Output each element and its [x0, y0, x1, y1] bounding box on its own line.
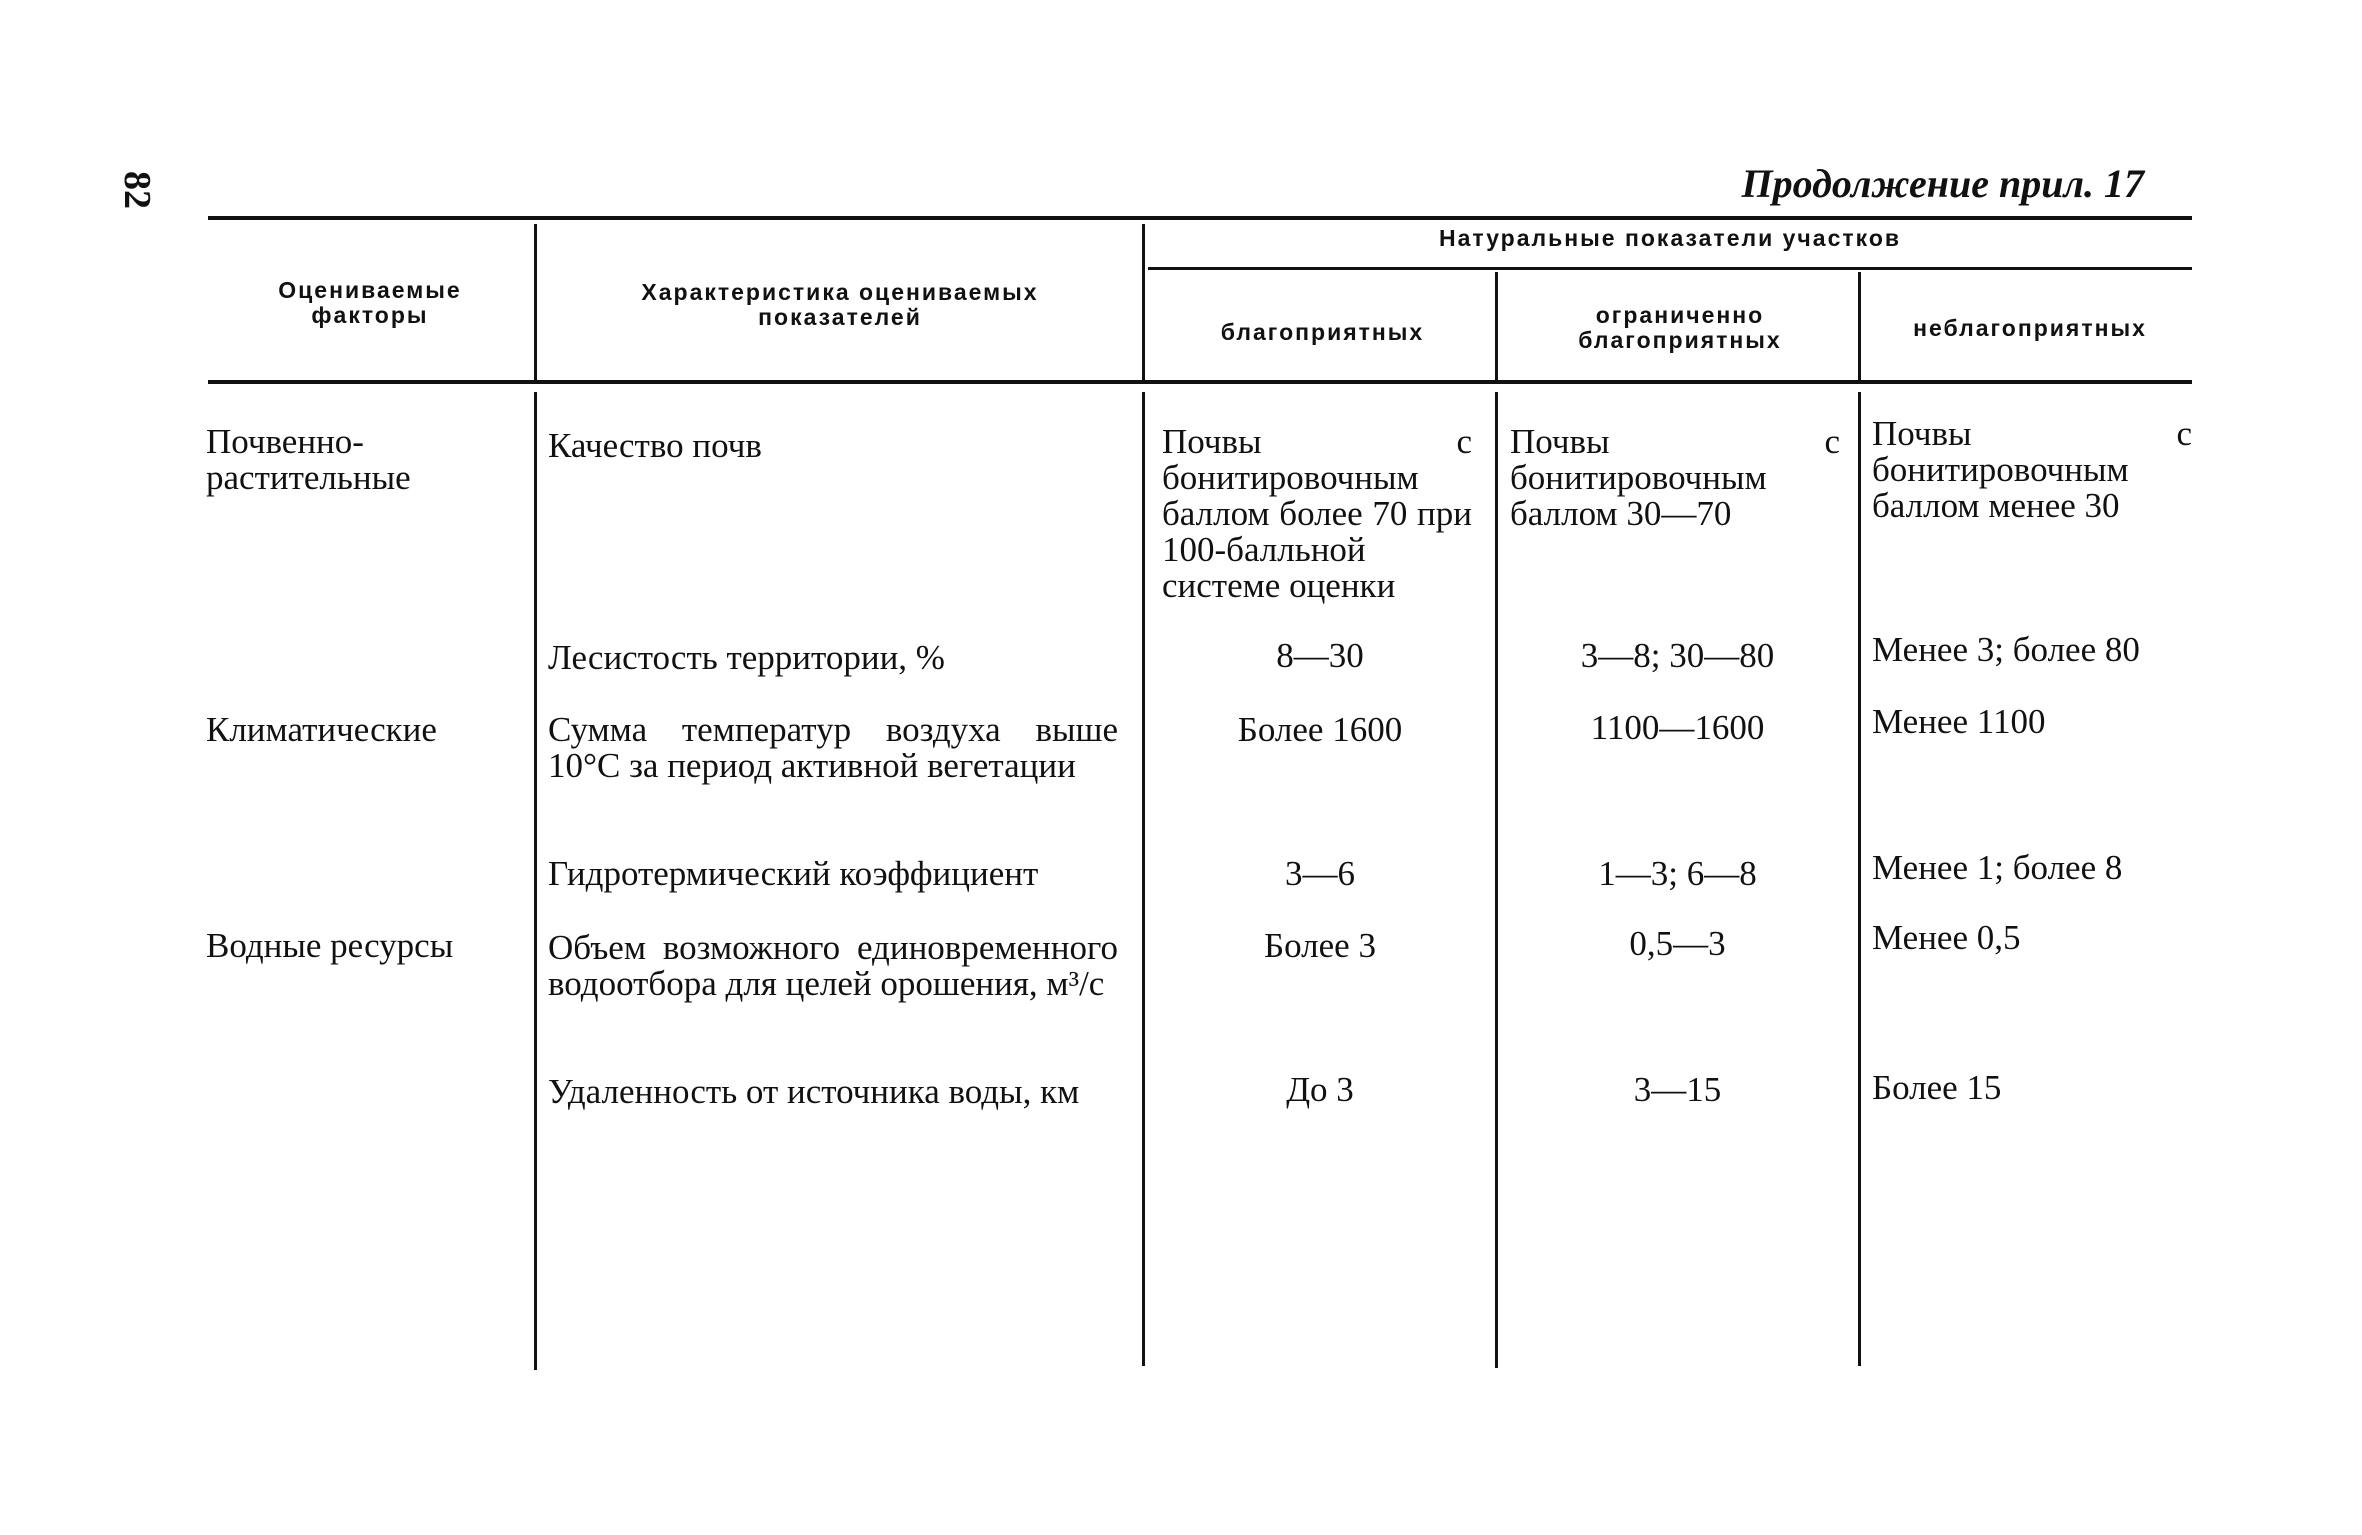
continuation-title: Продолжение прил. 17 [1741, 161, 2144, 206]
row6-characteristic: Удаленность от источника воды, км [548, 1072, 1080, 1111]
row1-favorable: Почвы с бонитировочным баллом более 70 при 100-балльной системе оценки [1162, 422, 1472, 605]
body-divider-4 [1858, 392, 1861, 1366]
row2-unfavorable: Менее 3; более 80 [1872, 630, 2140, 669]
row4-unfavorable: Менее 1; более 8 [1872, 848, 2123, 887]
row6-favorable: До 3 [1286, 1070, 1354, 1109]
row1-characteristic: Качество почв [548, 426, 762, 465]
header-limited: ограниченно благоприятных [1578, 302, 1782, 353]
row2-limited: 3—8; 30—80 [1580, 636, 1775, 675]
row5-limited: 0,5—3 [1629, 924, 1726, 963]
row6-limited: 3—15 [1633, 1070, 1722, 1109]
header-bottom-rule [208, 380, 2192, 384]
row1-unfavorable: Почвы с бонитировочным баллом менее 30 [1872, 414, 2192, 525]
row4-limited: 1—3; 6—8 [1598, 854, 1757, 893]
row3-unfavorable: Менее 1100 [1872, 702, 2046, 741]
row5-factor: Водные ресурсы [206, 926, 454, 965]
row5-favorable: Более 3 [1264, 926, 1376, 965]
subheader-rule [1148, 267, 2192, 270]
body-divider-1 [534, 392, 537, 1370]
header-factors: Оцениваемые факторы [278, 277, 462, 328]
column-divider-2 [1142, 224, 1145, 380]
row3-characteristic: Сумма температур воздуха выше 10°С за период активной вегетации [548, 710, 1118, 785]
column-divider-1 [534, 224, 537, 380]
body-divider-2 [1142, 392, 1145, 1366]
header-natural: Натуральные показатели участков [1438, 225, 1902, 251]
row5-unfavorable: Менее 0,5 [1872, 918, 2021, 957]
header-unfavorable: неблагоприятных [1913, 315, 2147, 341]
body-divider-3 [1495, 392, 1498, 1368]
row5-characteristic: Объем возможного единовременного водоотбора для целей орошения, м³/с [548, 928, 1118, 1003]
row6-unfavorable: Более 15 [1872, 1068, 2002, 1107]
row3-favorable: Более 1600 [1237, 710, 1403, 749]
page-number: 82 [116, 171, 158, 209]
row3-factor: Климатические [206, 710, 437, 749]
row2-characteristic: Лесистость территории, % [548, 638, 945, 677]
row3-limited: 1100—1600 [1590, 708, 1765, 747]
column-divider-3 [1495, 272, 1498, 380]
row1-limited: Почвы с бонитировочным баллом 30—70 [1510, 422, 1840, 533]
row2-favorable: 8—30 [1276, 636, 1364, 675]
row4-favorable: 3—6 [1285, 854, 1355, 893]
column-divider-4 [1858, 272, 1861, 380]
table-top-rule [208, 216, 2192, 220]
header-characteristic: Характеристика оцениваемых показателей [641, 279, 1039, 330]
row4-characteristic: Гидротермический коэффициент [548, 854, 1039, 893]
header-favorable: благоприятных [1220, 319, 1425, 345]
row1-factor: Почвенно-растительные [206, 422, 411, 497]
